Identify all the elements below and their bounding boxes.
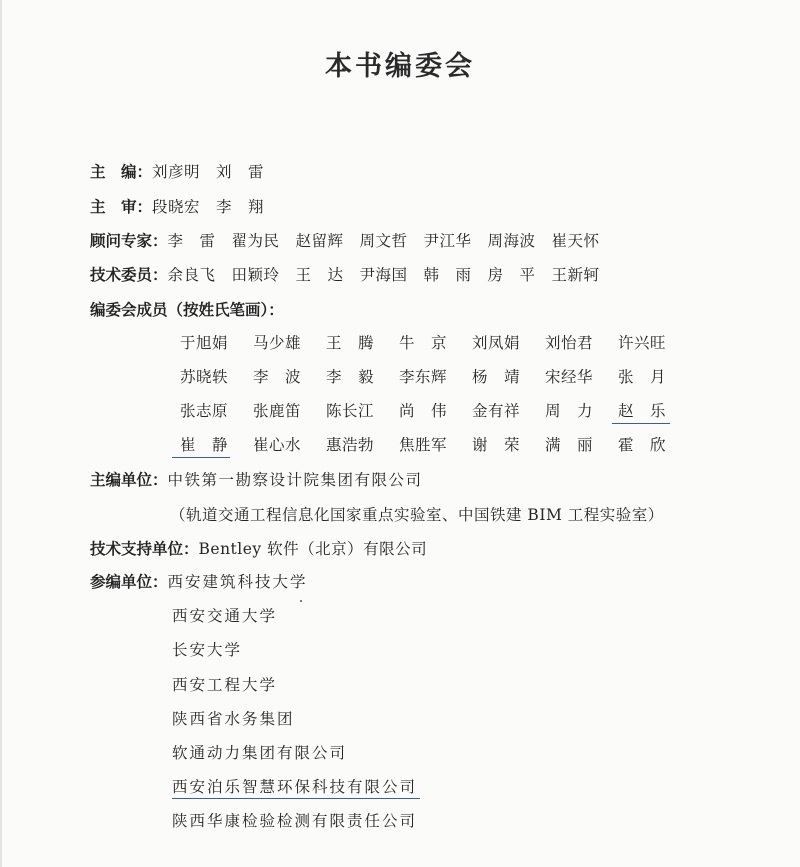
chief-unit-note: （轨道交通工程信息化国家重点实验室、中国铁建 BIM 工程实验室） [170, 506, 664, 524]
technical-committee-names: 余良飞 田颖玲 王 达 尹海国 韩 雨 房 平 王新轲 [167, 266, 600, 284]
member-name: 谢 荣 [472, 436, 521, 454]
member-name: 李 毅 [326, 368, 375, 386]
ink-underline [172, 798, 420, 799]
chief-editor-label: 主 编： [90, 163, 153, 181]
chief-reviewer-row [90, 197, 264, 217]
members-label: 编委会成员（按姓氏笔画）： [90, 301, 284, 319]
participant-org: 西安建筑科技大学 [167, 573, 308, 591]
member-name: 苏晓轶 [180, 368, 229, 386]
member-name: 尚 伟 [399, 402, 448, 420]
member-name: 许兴旺 [618, 334, 667, 352]
members-row [90, 300, 284, 320]
member-name: 周 力 [545, 402, 594, 420]
member-name: 马少雄 [253, 334, 302, 352]
member-name: 张鹿笛 [253, 402, 302, 420]
tech-support-name: Bentley 软件（北京）有限公司 [198, 540, 428, 558]
member-name: 张 月 [618, 368, 667, 386]
chief-unit-label: 主编单位： [90, 471, 168, 489]
chief-unit-name: 中铁第一勘察设计院集团有限公司 [167, 471, 423, 489]
technical-committee-row [90, 265, 600, 285]
chief-reviewer-names: 段晓宏 李 翔 [152, 198, 265, 216]
member-name: 刘凤娟 [472, 334, 521, 352]
member-name: 崔心水 [253, 436, 302, 454]
tech-support-row [90, 539, 427, 559]
scan-speck [300, 600, 302, 602]
member-name: 宋经华 [545, 368, 594, 386]
technical-committee-label: 技术委员： [90, 266, 168, 284]
member-name: 崔 静 [180, 436, 229, 454]
member-name: 霍 欣 [618, 436, 667, 454]
chief-unit-row [90, 470, 423, 490]
member-name: 王 腾 [326, 334, 375, 352]
member-name: 金有祥 [472, 402, 521, 420]
page-edge [0, 0, 2, 867]
chief-editor-names: 刘彦明 刘 雷 [152, 163, 265, 181]
member-name: 于旭娟 [180, 334, 229, 352]
chief-unit-note-row [170, 505, 664, 525]
ink-underline [172, 457, 230, 458]
page-title: 本书编委会 [325, 51, 475, 82]
participants-label: 参编单位： [90, 573, 168, 591]
member-name: 焦胜军 [399, 436, 448, 454]
ink-underline [612, 423, 670, 424]
member-name: 张志原 [180, 402, 229, 420]
member-name: 杨 靖 [472, 368, 521, 386]
tech-support-label: 技术支持单位： [90, 540, 199, 558]
advisors-row [90, 231, 600, 251]
member-name: 牛 京 [399, 334, 448, 352]
participant-org: 西安工程大学 [172, 676, 278, 694]
participant-org: 陕西华康检验检测有限责任公司 [172, 812, 418, 830]
member-name: 陈长江 [326, 402, 375, 420]
participant-org: 长安大学 [172, 641, 243, 659]
advisors-names: 李 雷 翟为民 赵留辉 周文哲 尹江华 周海波 崔天怀 [167, 232, 600, 250]
member-name: 李 波 [253, 368, 302, 386]
member-name: 赵 乐 [618, 402, 667, 420]
chief-reviewer-label: 主 审： [90, 198, 153, 216]
participant-org: 软通动力集团有限公司 [172, 744, 348, 762]
advisors-label: 顾问专家： [90, 232, 168, 250]
member-name: 刘怡君 [545, 334, 594, 352]
participants-row [90, 572, 308, 592]
participant-org: 陕西省水务集团 [172, 710, 295, 728]
member-name: 满 丽 [545, 436, 594, 454]
member-name: 惠浩勃 [326, 436, 375, 454]
member-name: 李东辉 [399, 368, 448, 386]
participant-org: 西安交通大学 [172, 607, 278, 625]
chief-editor-row [90, 162, 264, 182]
participant-org: 西安泊乐智慧环保科技有限公司 [172, 778, 418, 796]
